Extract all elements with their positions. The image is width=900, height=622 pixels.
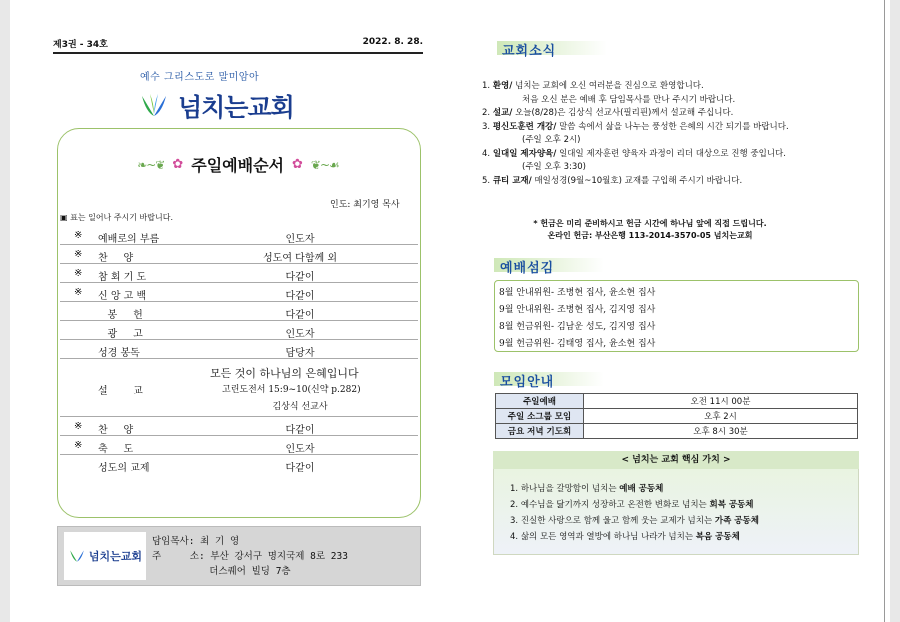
- table-row: 금요 저녁 기도회 오후 8시 30분: [496, 424, 858, 439]
- list-item: 2. 예수님을 닮기까지 성장하고 온전한 변화로 넘치는 회복 공동체: [510, 500, 754, 510]
- issue-header: [53, 37, 423, 54]
- service-line: 9월 헌금위원- 김태영 집사, 윤소현 집사: [499, 339, 656, 349]
- order-row: ※ 찬 양 다같이: [60, 417, 418, 436]
- offering-notice: [500, 218, 800, 242]
- sermon-label: 설 교: [98, 386, 143, 397]
- flower-right-icon: ✿: [292, 157, 303, 172]
- vine-ornament-right-icon: ❦~☙: [310, 157, 339, 172]
- order-row: 봉 헌 다같이: [60, 302, 418, 321]
- info-logo-name: 넘치는교회: [88, 550, 143, 563]
- sermon-row: [60, 359, 418, 417]
- worship-order-title: 주일예배순서: [191, 156, 285, 175]
- meetings-title: 모임안내: [500, 375, 555, 390]
- list-item: 1. 하나님을 갈망함이 넘치는 예배 공동체: [510, 484, 664, 494]
- news-item: 2. 설교/ 오늘(8/28)은 김상식 선교사(필리핀)께서 설교해 주십니다.: [482, 108, 734, 118]
- vine-ornament-left-icon: ❧~❦: [137, 157, 165, 172]
- news-item-sub: 처음 오신 분은 예배 후 담임목사를 만나 주시기 바랍니다.: [522, 94, 736, 105]
- table-row: 주일예배 오전 11시 00분: [496, 394, 858, 409]
- pastor-line: 담임목사: 최 기 영: [152, 536, 240, 547]
- online-offering-account: 온라인 헌금: 부산은행 113-2014-3570-05 넘치는교회: [547, 231, 753, 240]
- church-contact: [152, 534, 348, 579]
- news-list: [482, 80, 872, 188]
- worship-leader: 인도: 최기영 목사: [330, 200, 400, 210]
- news-title: 교회소식: [502, 44, 557, 59]
- order-row: 성경 봉독 담당자: [60, 340, 418, 359]
- table-row: 주일 소그룹 모임 오후 2시: [496, 409, 858, 424]
- order-row: ※ 축 도 인도자: [60, 436, 418, 455]
- order-row: ※ 찬 양 성도여 다함께 외: [60, 245, 418, 264]
- news-item: 3. 평신도훈련 개강/ 말씀 속에서 삶을 나누는 풍성한 은혜의 시간 되기를 바랍니다.: [482, 121, 789, 132]
- news-item: 1. 환영/ 넘치는 교회에 오신 여러분을 진심으로 환영합니다.: [482, 81, 704, 91]
- sermon-preacher: 김상식 선교사: [272, 402, 328, 412]
- news-item: 5. 큐티 교재/ 매일성경(9월~10월호) 교재를 구입해 주시기 바랍니다.: [482, 175, 743, 186]
- core-values-list: [510, 481, 759, 545]
- news-item: 4. 일대일 제자양육/ 일대일 제자훈련 양육자 과정이 리더 대상으로 진행 중입니다.: [482, 148, 786, 159]
- church-logo-small-icon: [68, 547, 86, 565]
- sermon-title: 모든 것이 하나님의 은혜입니다: [210, 367, 359, 380]
- news-item-sub: (주일 오후 2시): [522, 135, 581, 145]
- viewer-border: [884, 0, 885, 622]
- order-row: ※ 예배로의 부름 인도자: [60, 226, 418, 245]
- news-item-sub: (주일 오후 3:30): [522, 162, 586, 172]
- order-row: ※ 참 회 기 도 다같이: [60, 264, 418, 283]
- flower-left-icon: ✿: [172, 157, 184, 172]
- issue-number: 제3권 - 34호: [53, 40, 108, 50]
- church-name: 넘치는교회: [178, 93, 294, 122]
- core-values-title: < 넘치는 교회 핵심 가치 >: [493, 451, 859, 469]
- offering-notice-line: * 헌금은 미리 준비하시고 헌금 시간에 하나님 앞에 직접 드립니다.: [533, 219, 767, 228]
- church-logo: [138, 88, 294, 124]
- service-line: 9월 안내위원- 조병현 집사, 김지영 집사: [499, 305, 656, 315]
- issue-date: 2022. 8. 28.: [362, 37, 423, 47]
- list-item: 4. 삶의 모든 영역과 열방에 하나님 나라가 넘치는 복음 공동체: [510, 532, 740, 542]
- service-box: [494, 280, 859, 352]
- info-logo: [64, 532, 146, 580]
- worship-order-list: [60, 226, 418, 474]
- standing-note: ▣ 표는 일어나 주시기 바랍니다.: [60, 213, 174, 222]
- meetings-table: [495, 393, 858, 439]
- worship-order-heading: [118, 153, 358, 176]
- church-logo-icon: [138, 90, 170, 122]
- sermon-verse: 고린도전서 15:9~10(신약 p.282): [222, 385, 361, 395]
- order-row: ※ 신 앙 고 백 다같이: [60, 283, 418, 302]
- service-line: 8월 헌금위원- 김남운 성도, 김지영 집사: [499, 322, 656, 332]
- service-title: 예배섬김: [500, 261, 555, 276]
- order-row: 광 고 인도자: [60, 321, 418, 340]
- address-line-2: 더스퀘어 빌딩 7층: [152, 566, 291, 577]
- church-slogan: 예수 그리스도로 말미암아: [140, 72, 260, 83]
- order-row: 성도의 교제 다같이: [98, 463, 315, 474]
- list-item: 3. 진실한 사랑으로 함께 울고 함께 웃는 교제가 넘치는 가족 공동체: [510, 516, 759, 526]
- address-line-1: 주 소: 부산 강서구 명지국제 8로 233: [152, 551, 348, 562]
- service-line: 8월 안내위원- 조병현 집사, 윤소현 집사: [499, 288, 656, 298]
